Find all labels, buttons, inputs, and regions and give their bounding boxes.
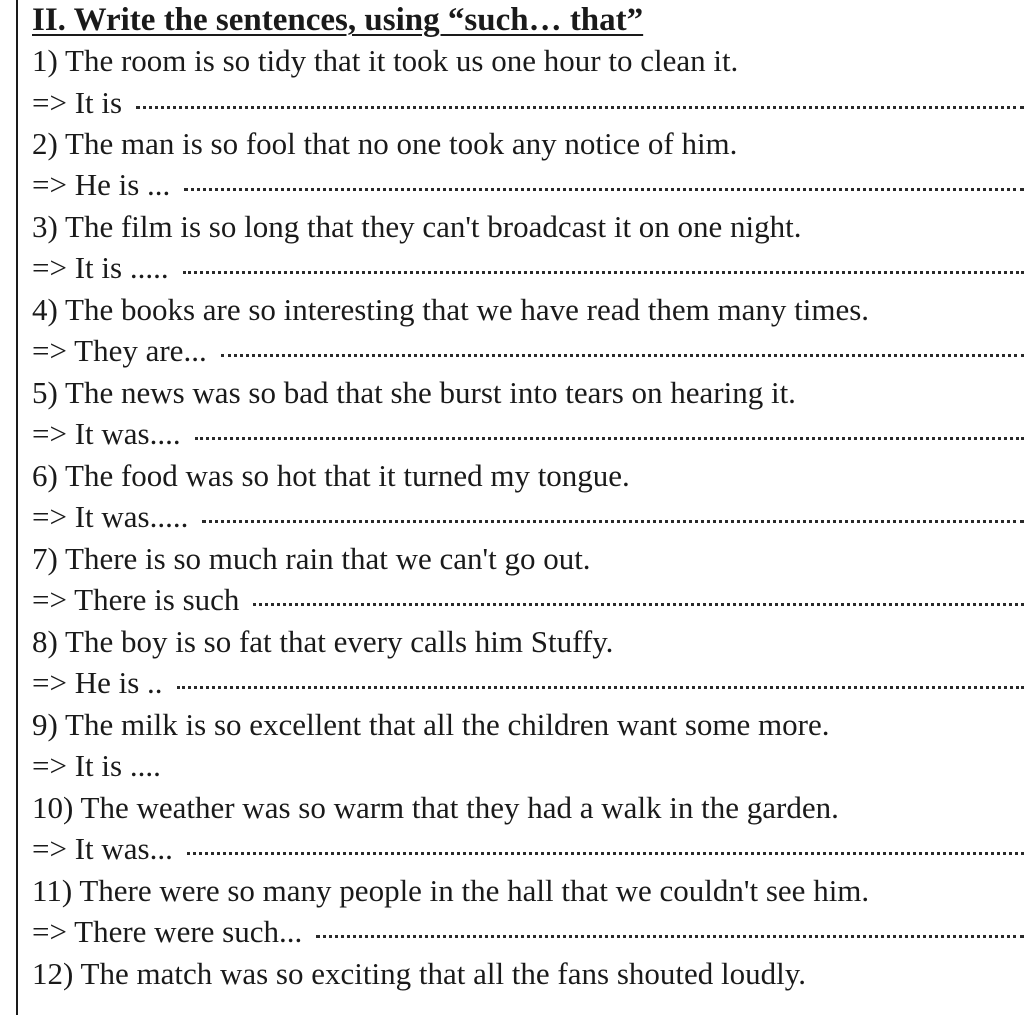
- answer-blank[interactable]: [177, 686, 1024, 689]
- exercise-sentence: [32, 538, 1024, 580]
- sentence-text: 8) The boy is so fat that every calls him Stuffy.: [32, 624, 614, 659]
- answer-line: [32, 828, 1024, 870]
- answer-blank[interactable]: [184, 188, 1024, 191]
- sentence-text: 3) The film is so long that they can't broadcast it on one night.: [32, 209, 802, 244]
- answer-prompt: => He is ..: [32, 665, 163, 700]
- answer-prompt: => It was.....: [32, 499, 189, 534]
- sentence-text: 4) The books are so interesting that we have read them many times.: [32, 292, 870, 327]
- answer-prompt: => He is ...: [32, 167, 171, 202]
- answer-blank[interactable]: [136, 106, 1024, 109]
- answer-prompt: => It is ....: [32, 748, 161, 783]
- exercise-sentence: [32, 953, 1024, 995]
- exercise-sentence: [32, 870, 1024, 912]
- answer-blank[interactable]: [221, 354, 1024, 357]
- sentence-text: 9) The milk is so excellent that all the children want some more.: [32, 707, 830, 742]
- answer-line: [32, 496, 1024, 538]
- sentence-text: 12) The match was so exciting that all the fans shouted loudly.: [32, 956, 806, 991]
- left-margin-rule: [16, 0, 18, 1015]
- sentence-text: 2) The man is so fool that no one took any notice of him.: [32, 126, 738, 161]
- answer-line: [32, 82, 1024, 124]
- exercise-sentence: [32, 372, 1024, 414]
- answer-blank[interactable]: [195, 437, 1024, 440]
- answer-line: [32, 662, 1024, 704]
- exercise-sentence: [32, 704, 1024, 746]
- answer-line: [32, 413, 1024, 455]
- exercise-sentence: [32, 206, 1024, 248]
- answer-prompt: => There were such...: [32, 914, 303, 949]
- exercise-sentence: [32, 621, 1024, 663]
- sentence-text: 5) The news was so bad that she burst into tears on hearing it.: [32, 375, 796, 410]
- exercise-sentence: [32, 455, 1024, 497]
- answer-prompt: => They are...: [32, 333, 207, 368]
- sentence-text: 1) The room is so tidy that it took us one hour to clean it.: [32, 43, 739, 78]
- answer-blank[interactable]: [202, 520, 1024, 523]
- answer-blank[interactable]: [187, 852, 1024, 855]
- sentence-text: 11) There were so many people in the hall that we couldn't see him.: [32, 873, 870, 908]
- answer-prompt: => It is .....: [32, 250, 169, 285]
- exercise-sentence: [32, 787, 1024, 829]
- answer-prompt: => It was...: [32, 831, 173, 866]
- answer-blank[interactable]: [253, 603, 1024, 606]
- worksheet-title: II. Write the sentences, using “such… that”: [32, 2, 644, 38]
- answer-blank[interactable]: [316, 935, 1024, 938]
- answer-blank[interactable]: [183, 271, 1024, 274]
- answer-line: [32, 247, 1024, 289]
- sentence-text: 10) The weather was so warm that they had a walk in the garden.: [32, 790, 839, 825]
- answer-line: [32, 164, 1024, 206]
- answer-line: [32, 330, 1024, 372]
- exercise-sentence: [32, 40, 1024, 82]
- answer-line: [32, 745, 1024, 787]
- answer-prompt: => It was....: [32, 416, 181, 451]
- exercise-sentence: [32, 123, 1024, 165]
- sentence-text: 7) There is so much rain that we can't go out.: [32, 541, 591, 576]
- answer-prompt: => There is such: [32, 582, 240, 617]
- answer-line: [32, 911, 1024, 953]
- answer-line: [32, 579, 1024, 621]
- answer-prompt: => It is: [32, 85, 123, 120]
- exercise-sentence: [32, 289, 1024, 331]
- sentence-text: 6) The food was so hot that it turned my tongue.: [32, 458, 630, 493]
